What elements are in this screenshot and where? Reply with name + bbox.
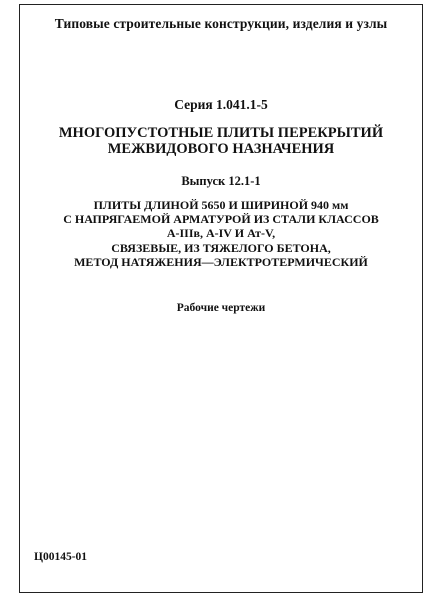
collection-header: Типовые строительные конструкции, изделия и узлы xyxy=(54,16,388,31)
issue-description xyxy=(20,198,422,269)
description-line-3: А-IIIв, А-IV И Ат-V, xyxy=(166,226,276,241)
document-title-line-2: МЕЖВИДОВОГО НАЗНАЧЕНИЯ xyxy=(107,141,335,157)
document-title-line-1: МНОГОПУСТОТНЫЕ ПЛИТЫ ПЕРЕКРЫТИЙ xyxy=(58,125,384,141)
description-line-5: МЕТОД НАТЯЖЕНИЯ—ЭЛЕКТРОТЕРМИЧЕСКИЙ xyxy=(74,254,368,269)
document-title xyxy=(20,125,422,157)
document-code: Ц00145-01 xyxy=(34,551,88,563)
title-frame xyxy=(19,4,423,593)
description-line-2: С НАПРЯГАЕМОЙ АРМАТУРОЙ ИЗ СТАЛИ КЛАССОВ xyxy=(63,212,379,227)
series-number: Серия 1.041.1-5 xyxy=(174,97,268,112)
issue-number: Выпуск 12.1-1 xyxy=(181,174,261,188)
working-drawings-label: Рабочие чертежи xyxy=(176,302,266,314)
description-line-1: ПЛИТЫ ДЛИНОЙ 5650 И ШИРИНОЙ 940 мм xyxy=(93,198,349,212)
description-line-4: СВЯЗЕВЫЕ, ИЗ ТЯЖЕЛОГО БЕТОНА, xyxy=(111,240,331,255)
